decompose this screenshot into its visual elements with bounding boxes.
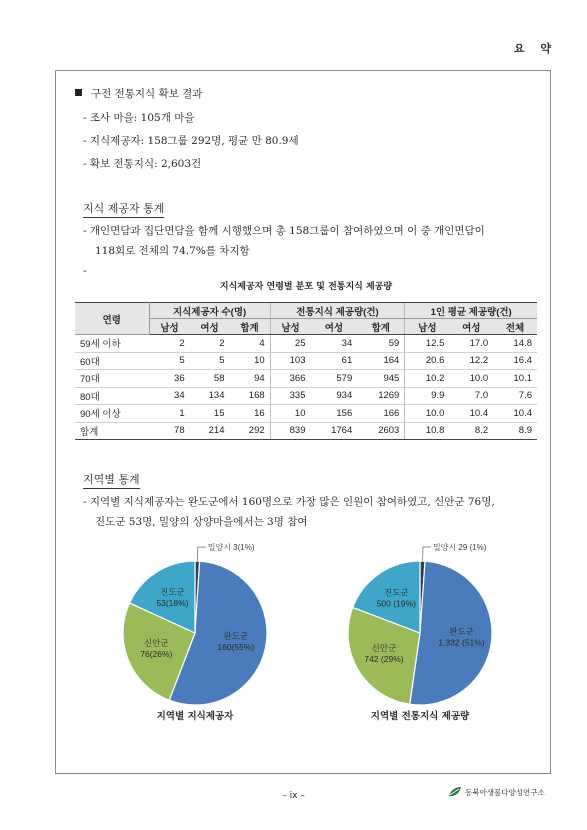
pie-leader-line [197, 547, 205, 561]
age-cell: 70대 [75, 370, 149, 388]
table-body [75, 335, 537, 440]
section3-paragraph [83, 492, 541, 532]
table-cell: 61 [310, 352, 357, 370]
table-cell: 17.0 [449, 335, 493, 353]
table-cell: 156 [310, 405, 357, 423]
table-group-header-row [75, 303, 537, 319]
subheader: 남성 [149, 319, 190, 335]
table-cell: 2 [149, 335, 190, 353]
pie-data-label: 진도군 500 (19%) [376, 587, 416, 609]
age-cell: 60대 [75, 352, 149, 370]
table-cell: 14.8 [493, 335, 537, 353]
table-cell: 1 [149, 405, 190, 423]
subheader: 남성 [405, 319, 450, 335]
table-cell: 164 [357, 352, 405, 370]
table-cell: 16 [229, 405, 270, 423]
table-cell: 78 [149, 422, 190, 440]
subheader: 전체 [493, 319, 537, 335]
table-row [75, 335, 537, 353]
table-row [75, 405, 537, 423]
table-cell: 36 [149, 370, 190, 388]
age-cell: 90세 이상 [75, 405, 149, 423]
section2-paragraph [83, 221, 541, 281]
pie-caption-knowledge: 지역별 전통지식 제공량 [370, 711, 470, 722]
table-cell: 134 [190, 387, 230, 405]
table-cell: 1764 [310, 422, 357, 440]
subheader: 여성 [310, 319, 357, 335]
header-group-average: 1인 평균 제공량(건) [405, 303, 537, 319]
table-cell: 10 [270, 405, 310, 423]
table-cell: 5 [149, 352, 190, 370]
section1-bullet-knowledge: - 확보 전통지식: 2,603건 [83, 158, 202, 170]
pie-leader-line [423, 547, 431, 561]
table-cell: 934 [310, 387, 357, 405]
organization-name: 동북아생물다양성연구소 [465, 787, 545, 797]
table-cell: 5 [190, 352, 230, 370]
table-cell: 59 [357, 335, 405, 353]
table-cell: 1269 [357, 387, 405, 405]
pie-data-label: 신안군 76(26%) [140, 637, 173, 659]
table-cell: 9.9 [405, 387, 450, 405]
section2-dash: - [83, 265, 87, 277]
pie-chart-knowledge-svg [310, 533, 530, 703]
section1-bullet-villages: - 조사 마을: 105개 마을 [83, 112, 195, 124]
organization-logo [448, 786, 545, 798]
table-cell: 34 [310, 335, 357, 353]
section1-title [75, 86, 202, 101]
section3-line1: - 지역별 지식제공자는 완도군에서 160명으로 가장 많은 인원이 참여하였고, 신안군 76명, [83, 496, 495, 508]
table-cell: 214 [190, 422, 230, 440]
table-cell: 579 [310, 370, 357, 388]
square-bullet-icon [75, 89, 82, 96]
table-cell: 10.4 [449, 405, 493, 423]
table-cell: 10 [229, 352, 270, 370]
table-cell: 103 [270, 352, 310, 370]
table-row [75, 387, 537, 405]
header-label: 요 약 [513, 42, 557, 55]
subheader: 합계 [357, 319, 405, 335]
table-cell: 10.2 [405, 370, 450, 388]
subheader: 여성 [449, 319, 493, 335]
pie-data-label: 밀양시 3(1%) [207, 543, 255, 553]
pie-chart-providers-svg [85, 533, 305, 703]
table-cell: 16.4 [493, 352, 537, 370]
table-cell: 10.1 [493, 370, 537, 388]
pie-data-label: 완도군 1,332 (51%) [438, 626, 485, 648]
section2-subheading: 지식 제공자 통계 [83, 200, 164, 218]
table-cell: 8.2 [449, 422, 493, 440]
subheader: 여성 [190, 319, 230, 335]
age-cell: 합계 [75, 422, 149, 440]
table-cell: 366 [270, 370, 310, 388]
pie-chart-providers [85, 533, 305, 703]
table-cell: 166 [357, 405, 405, 423]
table-cell: 292 [229, 422, 270, 440]
pie-caption-providers: 지역별 지식제공자 [156, 711, 234, 722]
table-cell: 10.8 [405, 422, 450, 440]
table-cell: 945 [357, 370, 405, 388]
table-cell: 8.9 [493, 422, 537, 440]
age-cell: 59세 이하 [75, 335, 149, 353]
header-group-knowledge: 전통지식 제공량(건) [270, 303, 405, 319]
pie-data-label: 완도군 160(55%) [217, 630, 255, 652]
table-title: 지식제공자 연령별 분포 및 전통지식 제공량 [219, 282, 393, 292]
table-cell: 25 [270, 335, 310, 353]
table-row [75, 352, 537, 370]
table-cell: 10.0 [405, 405, 450, 423]
table-cell: 7.0 [449, 387, 493, 405]
table-cell: 10.0 [449, 370, 493, 388]
header-group-providers: 지식제공자 수(명) [149, 303, 270, 319]
pie-data-label: 진도군 53(18%) [156, 586, 189, 608]
table-cell: 94 [229, 370, 270, 388]
table-cell: 15 [190, 405, 230, 423]
pie-chart-knowledge [310, 533, 530, 703]
table-cell: 2 [190, 335, 230, 353]
table-cell: 7.6 [493, 387, 537, 405]
table-row [75, 370, 537, 388]
section3-subheading: 지역별 통계 [83, 471, 140, 489]
table-cell: 2603 [357, 422, 405, 440]
section2-line1: - 개인면담과 집단면담을 함께 시행했으며 총 158그룹이 참여하였으며 이 중 개인면담이 [83, 225, 485, 237]
subheader: 남성 [270, 319, 310, 335]
header-age: 연령 [75, 303, 149, 335]
table-cell: 12.2 [449, 352, 493, 370]
age-distribution-table [75, 302, 537, 440]
leaf-logo-icon [448, 786, 462, 798]
table-cell: 20.6 [405, 352, 450, 370]
pie-data-label: 밀양시 29 (1%) [433, 543, 487, 553]
section1-bullet-providers: - 지식제공자: 158그룹 292명, 평균 만 80.9세 [83, 135, 299, 147]
page-number: – ix – [282, 791, 305, 801]
table-cell: 335 [270, 387, 310, 405]
section2-line2: 118회로 전체의 74.7%를 차지함 [95, 245, 250, 257]
table-cell: 34 [149, 387, 190, 405]
age-cell: 80대 [75, 387, 149, 405]
table-cell: 12.5 [405, 335, 450, 353]
section3-line2: 진도군 53명, 밀양의 상양마을에서는 3명 참여 [95, 516, 308, 528]
pie-data-label: 신안군 742 (29%) [364, 643, 404, 665]
subheader: 합계 [229, 319, 270, 335]
table-cell: 58 [190, 370, 230, 388]
table-cell: 839 [270, 422, 310, 440]
table-cell: 168 [229, 387, 270, 405]
table-cell: 10.4 [493, 405, 537, 423]
table-row [75, 422, 537, 440]
table-cell: 4 [229, 335, 270, 353]
section1-title-text: 구전 전통지식 확보 결과 [91, 88, 203, 100]
